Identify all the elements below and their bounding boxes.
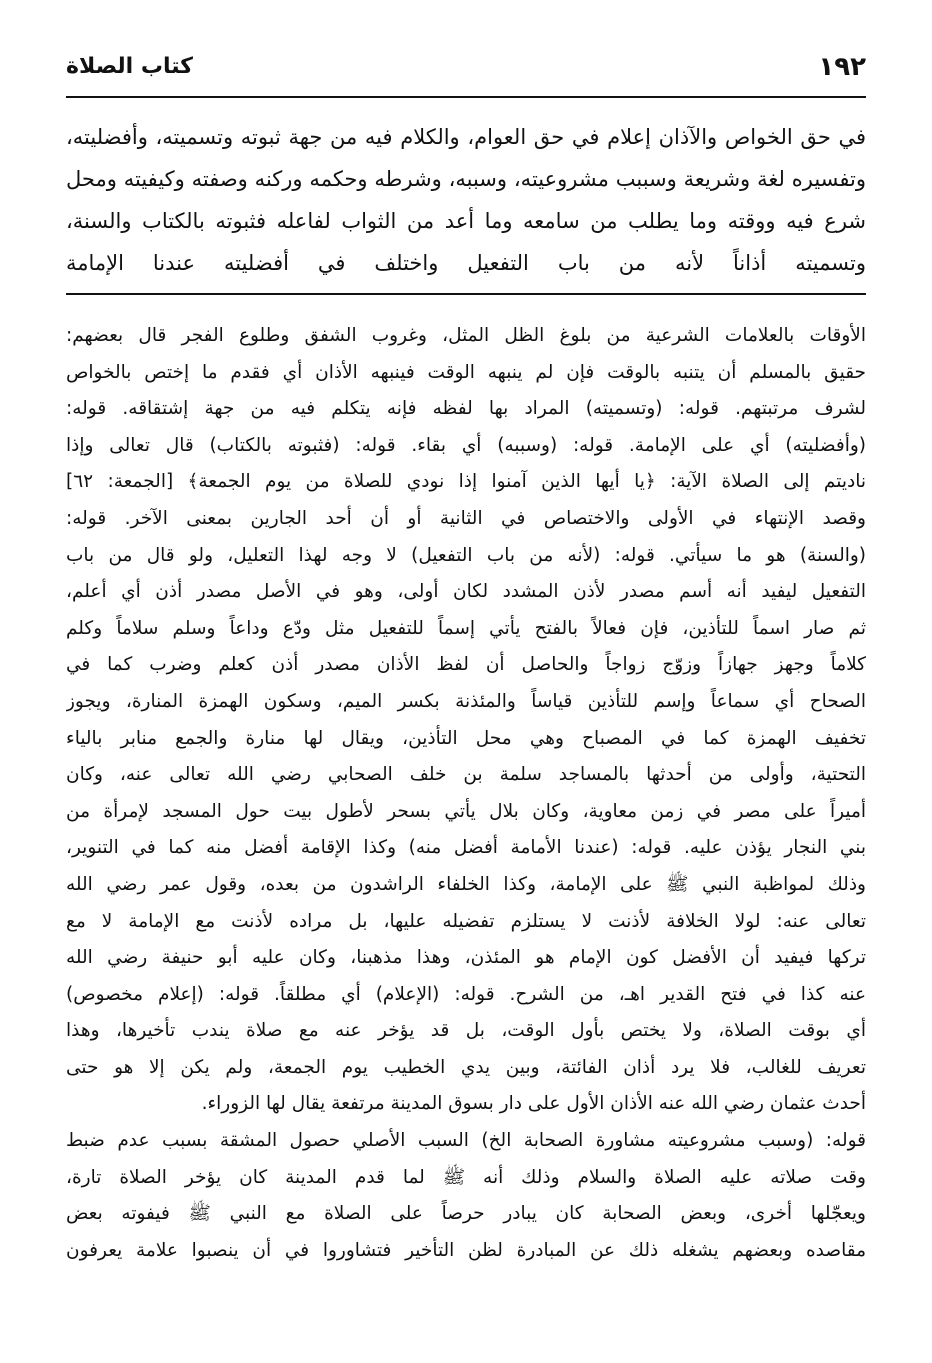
commentary-line: الأوقات بالعلامات الشرعية من بلوغ الظل المثل، وغروب الشفق وطلوع الفجر قال بعضهم: xyxy=(66,325,866,346)
commentary-line: لشرف مرتبتهم. قوله: (وتسميته) المراد بها لفظه فإنه يتكلم فيه من جهة إشتقاقه. قوله: xyxy=(66,398,866,420)
commentary-line: وقت صلاته عليه الصلاة والسلام وذلك أنه ﷺ لما قدم المدينة كان يؤخر الصلاة تارة، xyxy=(66,1166,866,1188)
commentary-line: بني النجار يؤذن عليه. قوله: (عندنا الأمامة أفضل منه) وكذا الإقامة أفضل منه كما في التنوير، xyxy=(66,837,866,859)
page-header xyxy=(66,44,866,98)
commentary-line: قوله: (وسبب مشروعيته مشاورة الصحابة الخ) السبب الأصلي حصول المشقة بسبب عدم ضبط xyxy=(66,1130,866,1152)
commentary-line: تركها فيفيد أن الأفضل كون الإمام هو المئذن، وهذا مذهبنا، وكان عليه أبو حنيفة رضي الله xyxy=(66,947,866,969)
commentary-line: ويعجّلها أخرى، وبعض الصحابة كان يبادر حرصاً على الصلاة مع النبي ﷺ فيفوته بعض xyxy=(66,1203,866,1225)
commentary-line: تعالى عنه: لولا الخلافة لأذنت لا يستلزم تفضيله عليها، بل مراده لأذنت مع الإمامة لا مع xyxy=(66,910,866,932)
main-text-block xyxy=(66,116,866,284)
commentary-line: (وأفضليته) أي على الإمامة. قوله: (وسببه) أي بقاء. قوله: (فثبوته بالكتاب) قال تعالى وإذا xyxy=(66,434,866,456)
commentary-line: أي بوقت الصلاة، ولا يختص بأول الوقت، بل قد يؤخر عنه مع صلاة يندب تأخيرها، وهذا xyxy=(66,1020,866,1042)
commentary-line: ثم صار اسماً للتأذين، فإن فعالاً بالفتح يأتي إسماً للتفعيل مثل ودّع وداعاً وسلم سلاماً وكلم xyxy=(66,617,866,639)
commentary-line: تخفيف الهمزة كما في المصباح وهي محل التأذين، ويقال لها منارة والجمع منابر بالياء xyxy=(66,727,866,749)
commentary-line: التفعيل ليفيد أنه أسم مصدر لأذن المشدد لكان أولى، وهو في الأصل مصدر أذن أي أعلم، xyxy=(66,581,866,603)
footnote-separator xyxy=(66,293,866,295)
main-text-paragraph: في حق الخواص والآذان إعلام في حق العوام، والكلام فيه من جهة ثبوته وتسميته، وأفضليته، وتفسيره لغة وشريعة وسببب مشروعيته، وسببه، وشرطه وحكمه وركنه وصفته وكيفيته ومحل شرع فيه ووقته وما يطلب من سامعه وما أعد من الثواب لفاعله فثبوته بالكتاب والسنة، وتسميته أذاناً لأنه من باب التفعيل واختلف في أفضليته عندنا الإمامة xyxy=(66,125,866,275)
commentary-line: (والسنة) هو ما سيأتي. قوله: (لأنه من باب التفعيل) لا وجه لهذا التعليل، ولو قال من باب xyxy=(66,544,866,566)
commentary-line: أميراً على مصر في زمن معاوية، وكان بلال يأتي بسحر لأطول بيت حول المسجد لإمرأة من xyxy=(66,800,866,822)
running-title: كتاب الصلاة xyxy=(66,54,193,79)
commentary-line: أحدث عثمان رضي الله عنه الأذان الأول على دار بسوق المدينة مرتفعة يقال لها الزوراء. xyxy=(201,1093,866,1115)
commentary-line: التحتية، وأولى من أحدثها بالمساجد سلمة بن خلف الصحابي رضي الله تعالى عنه، وكان xyxy=(66,764,866,786)
commentary-line: كلاماً وجهز جهازاً وزوّج زواجاً والحاصل أن لفظ الأذان مصدر أذن كعلم وضرب كما في xyxy=(66,654,866,676)
commentary-line: ناديتم إلى الصلاة الآية: ﴿يا أيها الذين آمنوا إذا نودي للصلاة من يوم الجمعة﴾ [الجمعة: ٦٢] xyxy=(66,471,866,493)
commentary-line: وقصد الإنتهاء في الأولى والاختصاص في الثانية أو أن أحد الجارين بمعنى الآخر. قوله: xyxy=(66,507,866,529)
commentary-line: حقيق بالمسلم أن يتنبه بالوقت فإن لم ينبهه الوقت فينبهه الأذان أي فقدم ما إختص بالخواص xyxy=(66,361,866,383)
commentary-line: وذلك لمواظبة النبي ﷺ على الإمامة، وكذا الخلفاء الراشدون من بعده، وقول عمر رضي الله xyxy=(66,873,866,895)
commentary-block xyxy=(66,318,866,1269)
commentary-line: الصحاح أي سماعاً وإسم للتأذين قياساً والمئذنة بكسر الميم، وسكون الهمزة المنارة، ويجوز xyxy=(66,690,866,712)
commentary-line: عنه كذا في فتح القدير اهـ، من الشرح. قوله: (الإعلام) أي مطلقاً. قوله: (إعلام مخصوص) xyxy=(66,983,866,1005)
commentary-line: مقاصده وبعضهم يشغله ذلك عن المبادرة لظن التأخير فتشاوروا في أن ينصبوا علامة يعرفون xyxy=(66,1239,866,1261)
page-number: ١٩٢ xyxy=(818,52,866,82)
commentary-line: تعريف للغالب، فلا يرد أذان الفائتة، وبين يدي الخطيب يوم الجمعة، ولم يكن إلا هو حتى xyxy=(66,1056,866,1078)
